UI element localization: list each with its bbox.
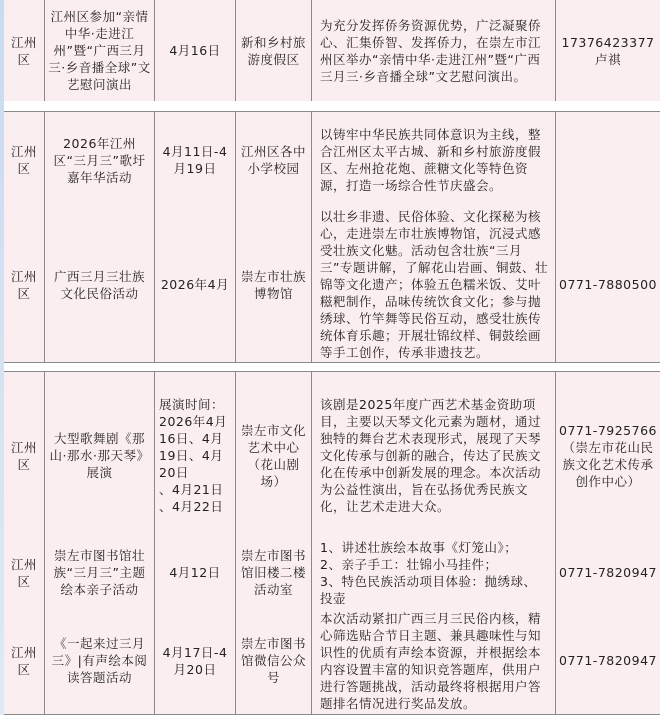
activity-name-cell: 崇左市图书馆壮族“三月三”主题绘本亲子活动 <box>53 548 146 597</box>
contact-cell: 0771-7820947 <box>559 653 657 668</box>
date-cell: 展演时间： 2026年4月16日、4月19日、4月20日 、4月21日 、4月22日 <box>159 397 228 514</box>
venue-cell: 江州区各中小学校园 <box>240 144 306 176</box>
table-row <box>4 111 660 209</box>
contact-cell: 17376423377 卢祺 <box>561 34 655 67</box>
activity-name-cell: 《一起来过三月三》|有声绘本阅读答题活动 <box>51 636 148 685</box>
date-cell: 4月17日-4月20日 <box>162 644 228 677</box>
table-row <box>4 607 660 715</box>
district-cell: 江州区 <box>10 268 37 301</box>
contact-cell: 0771-7820947 <box>559 565 657 580</box>
contact-cell <box>556 112 660 208</box>
activity-name-cell: 广西三月三壮族文化民俗活动 <box>53 268 145 301</box>
description-cell: 本次活动紧扣广西三月三民俗内核，精心筛选贴合节日主题、兼具趣味性与知识性的优质有声绘本资源，并根据绘本内容设置丰富的知识竞答题库，供用户进行答题挑战，活动最终将根据用户答题排名情况进行奖品发放。 <box>320 610 542 711</box>
description-cell: 为充分发挥侨务资源优势，广泛凝聚侨心、汇集侨智、发挥侨力，在崇左市江州区举办“亲情中华·走进江州”暨“广西三月三·乡音播全球”文艺慰问演出。 <box>320 17 542 84</box>
table-row <box>4 0 660 103</box>
activity-name-cell: 江州区参加“亲情中华·走进江州”暨“广西三月三·乡音播全球”文艺慰问演出 <box>48 9 151 92</box>
date-cell: 2026年4月 <box>160 277 230 292</box>
contact-cell: 0771-7925766 （崇左市花山民族文化艺术传承创作中心） <box>559 422 657 489</box>
activity-name-cell: 大型歌舞剧《那山·那水·那天琴》展演 <box>49 431 150 480</box>
description-cell: 以铸牢中华民族共同体意识为主线，整合江州区太平古城、新和乡村旅游度假区、左州抢花炮、蔗糖文化等特色资源，打造一场综合性节庆盛会。 <box>320 127 542 193</box>
venue-cell: 新和乡村旅游度假区 <box>240 34 306 67</box>
contact-cell: 0771-7880500 <box>559 277 657 292</box>
district-cell: 江州区 <box>10 644 37 677</box>
activity-name-cell: 2026年江州区“三月三”歌圩嘉年华活动 <box>53 135 146 185</box>
district-cell: 江州区 <box>10 556 37 589</box>
date-cell: 4月16日 <box>169 43 221 58</box>
description-cell: 1、讲述壮族绘本故事《灯笼山》； 2、亲子手工：壮锦小马挂件； 3、特色民族活动项目体验：抛绣球、投壶 <box>320 539 537 606</box>
district-cell: 江州区 <box>10 144 37 176</box>
date-cell: 4月11日-4月19日 <box>162 144 228 176</box>
date-cell: 4月12日 <box>169 565 221 580</box>
district-cell: 江州区 <box>10 34 37 67</box>
description-cell: 该剧是2025年度广西艺术基金资助项目，主要以天琴文化元素为题材，通过独特的舞台艺术表现形式，展现了天琴文化传承与创新的融合，传达了民族文化在传承中创新发展的理念。本次活动为公益性演出，旨在弘扬优秀民族文化，让艺术走进大众。 <box>320 397 542 514</box>
table-row <box>4 207 660 363</box>
description-cell: 以壮乡非遗、民俗体验、文化探秘为核心，走进崇左市壮族博物馆，沉浸式感受壮族文化魅。活动包含壮族“三月三”专题讲解，了解花山岩画、铜鼓、壮锦等文化遗产；体验五色糯米饭、艾叶糍粑制作，品味传统饮食文化；参与抛绣球、竹竿舞等民俗互动，感受壮族传统体育乐趣；开展壮锦纹样、铜鼓绘画等手工创作，传承非遗技艺。 <box>320 209 548 360</box>
venue-cell: 崇左市文化艺术中心（花山剧场） <box>240 422 306 489</box>
venue-cell: 崇左市图书馆微信公众号 <box>240 636 306 685</box>
district-cell: 江州区 <box>10 439 37 472</box>
table-row <box>4 371 660 540</box>
venue-cell: 崇左市壮族博物馆 <box>240 268 306 301</box>
venue-cell: 崇左市图书馆旧楼二楼活动室 <box>240 548 306 597</box>
table-row <box>4 538 660 608</box>
